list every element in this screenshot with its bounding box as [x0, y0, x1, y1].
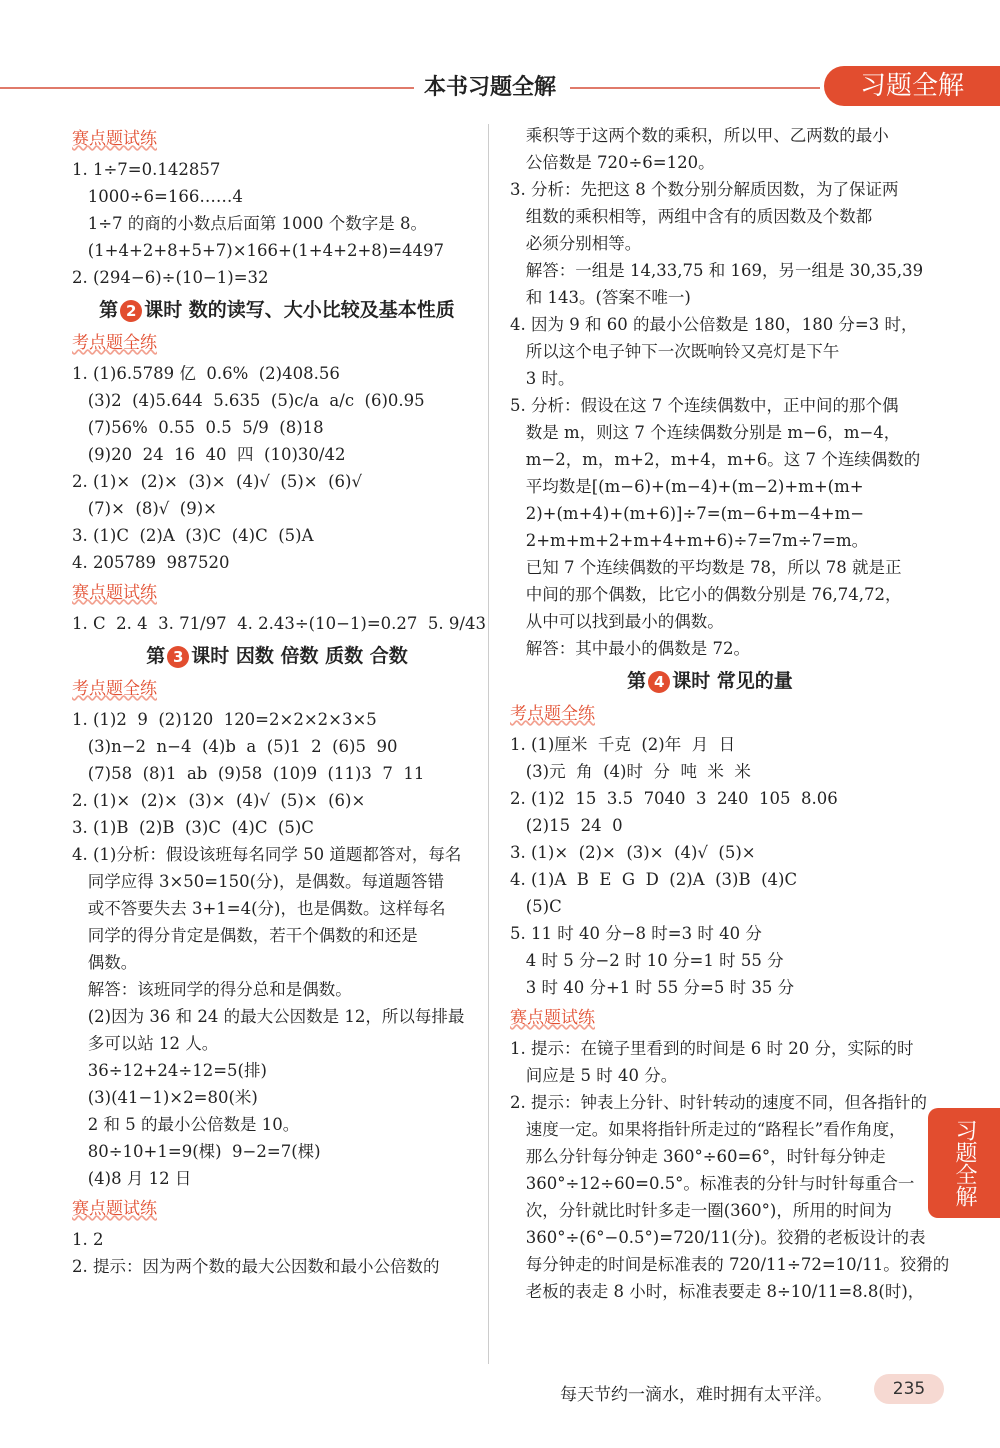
answer-line: 36÷12+24÷12=5(排) [72, 1061, 267, 1080]
lesson-text: 课时 因数 倍数 质数 合数 [191, 645, 408, 667]
answer-line: 1. (1)6.5789 亿 0.6% (2)408.56 [72, 364, 340, 383]
answer-line: 4. 205789 987520 [72, 553, 230, 572]
lesson-title [72, 643, 482, 670]
section-heading: 赛点题试练 [72, 129, 157, 149]
answer-line: 5. 分析：假设在这 7 个连续偶数中，正中间的那个偶 [510, 396, 899, 415]
answer-line: 那么分针每分钟走 360°÷60=6°，时针每分钟走 [510, 1147, 886, 1166]
answer-line: 1. 提示：在镜子里看到的时间是 6 时 20 分，实际的时 [510, 1039, 914, 1058]
answer-line: 4 时 5 分−2 时 10 分=1 时 55 分 [510, 951, 784, 970]
header-rule-right [570, 87, 820, 89]
answer-line: 80÷10+1=9(棵) 9−2=7(棵) [72, 1142, 321, 1161]
answer-line: 2. 提示：因为两个数的最大公因数和最小公倍数的 [72, 1257, 440, 1276]
footer-slogan: 每天节约一滴水，难时拥有太平洋。 [560, 1385, 832, 1405]
answer-line: (2)因为 36 和 24 的最大公因数是 12，所以每排最 [72, 1007, 465, 1026]
answer-line: 次，分针就比时针多走一圈(360°)，所用的时间为 [510, 1201, 892, 1220]
answer-line: 1. (1)2 9 (2)120 120=2×2×2×3×5 [72, 710, 377, 729]
answer-line: 数是 m，则这 7 个连续偶数分别是 m−6，m−4， [510, 423, 901, 442]
answer-line: m−2，m，m+2，m+4，m+6。这 7 个连续偶数的 [510, 450, 921, 469]
answer-line: 同学应得 3×50=150(分)，是偶数。每道题答错 [72, 872, 444, 891]
answer-line: 360°÷(6°−0.5°)=720/11(分)。狡猾的老板设计的表 [510, 1228, 926, 1247]
answer-line: 1. 2 [72, 1230, 104, 1249]
answer-line: 4. (1)A B E G D (2)A (3)B (4)C [510, 870, 798, 889]
answer-line: 解答：该班同学的得分总和是偶数。 [72, 980, 352, 999]
answer-line: 360°÷12÷60=0.5°。标准表的分针与时针每重合一 [510, 1174, 915, 1193]
answer-line: 3. (1)× (2)× (3)× (4)√ (5)× [510, 843, 756, 862]
lesson-number-badge: 2 [120, 300, 142, 322]
answer-line: 1000÷6=166……4 [72, 187, 243, 206]
section-heading: 考点题全练 [72, 333, 157, 353]
lesson-prefix: 第 [146, 645, 166, 667]
answer-line: 多可以站 12 人。 [72, 1034, 219, 1053]
answer-line: 3 时。 [510, 369, 575, 388]
lesson-title [72, 297, 482, 324]
answer-line: 平均数是[(m−6)+(m−4)+(m−2)+m+(m+ [510, 477, 864, 496]
answer-line: (1+4+2+8+5+7)×166+(1+4+2+8)=4497 [72, 241, 445, 260]
right-column [510, 122, 950, 1305]
answer-line: 解答：其中最小的偶数是 72。 [510, 639, 750, 658]
answer-line: 2. (294−6)÷(10−1)=32 [72, 268, 269, 287]
side-tab: 习题全解 [928, 1108, 1000, 1218]
page-header [0, 58, 1000, 118]
answer-line: 2. (1)2 15 3.5 7040 3 240 105 8.06 [510, 789, 838, 808]
answer-line: 乘积等于这两个数的乘积，所以甲、乙两数的最小 [510, 126, 889, 145]
answer-line: 1. (1)厘米 千克 (2)年 月 日 [510, 735, 736, 754]
answer-line: 每分钟走的时间是标准表的 720/11÷72=10/11。狡猾的 [510, 1255, 950, 1274]
answer-line: 3 时 40 分+1 时 55 分=5 时 35 分 [510, 978, 795, 997]
lesson-text: 课时 数的读写、大小比较及基本性质 [144, 299, 455, 321]
answer-line: 1. 1÷7=0.142857 [72, 160, 221, 179]
answer-line: (3)2 (4)5.644 5.635 (5)c/a a/c (6)0.95 [72, 391, 425, 410]
answer-line: 4. 因为 9 和 60 的最小公倍数是 180，180 分=3 时， [510, 315, 918, 334]
answer-line: 2. (1)× (2)× (3)× (4)√ (5)× (6)√ [72, 472, 362, 491]
section-heading: 考点题全练 [72, 679, 157, 699]
lesson-number-badge: 3 [167, 646, 189, 668]
answer-line: 2. (1)× (2)× (3)× (4)√ (5)× (6)× [72, 791, 366, 810]
answer-line: (7)× (8)√ (9)× [72, 499, 217, 518]
answer-line: (3)n−2 n−4 (4)b a (5)1 2 (6)5 90 [72, 737, 398, 756]
answer-line: 间应是 5 时 40 分。 [510, 1066, 678, 1085]
answer-line: 已知 7 个连续偶数的平均数是 78，所以 78 就是正 [510, 558, 902, 577]
left-column [72, 122, 486, 1280]
answer-line: 速度一定。如果将指针所走过的“路程长”看作角度， [510, 1120, 906, 1139]
header-badge: 习题全解 [824, 66, 1000, 106]
answer-line: (4)8 月 12 日 [72, 1169, 192, 1188]
answer-line: 2+m+m+2+m+4+m+6)÷7=7m÷7=m。 [510, 531, 869, 550]
answer-line: 2 和 5 的最小公倍数是 10。 [72, 1115, 300, 1134]
answer-line: 1÷7 的商的小数点后面第 1000 个数字是 8。 [72, 214, 428, 233]
answer-line: 同学的得分肯定是偶数，若干个偶数的和还是 [72, 926, 418, 945]
answer-line: 公倍数是 720÷6=120。 [510, 153, 715, 172]
answer-line: 老板的表走 8 小时，标准表要走 8÷10/11=8.8(时)， [510, 1282, 925, 1301]
answer-line: 从中可以找到最小的偶数。 [510, 612, 724, 631]
section-heading: 赛点题试练 [510, 1008, 595, 1028]
page-number: 235 [874, 1374, 944, 1404]
answer-line: (7)56% 0.55 0.5̇ 5/9 (8)18 [72, 418, 324, 437]
section-heading: 赛点题试练 [72, 1199, 157, 1219]
answer-line: 偶数。 [72, 953, 138, 972]
lesson-prefix: 第 [627, 670, 647, 692]
answer-line: (3)(41−1)×2=80(米) [72, 1088, 258, 1107]
answer-line: 2)+(m+4)+(m+6)]÷7=(m−6+m−4+m− [510, 504, 865, 523]
section-heading: 赛点题试练 [72, 583, 157, 603]
lesson-prefix: 第 [99, 299, 119, 321]
lesson-number-badge: 4 [648, 671, 670, 693]
header-title: 本书习题全解 [424, 75, 557, 100]
header-rule-left [0, 87, 414, 89]
answer-line: 3. (1)C (2)A (3)C (4)C (5)A [72, 526, 314, 545]
lesson-text: 课时 常见的量 [672, 670, 793, 692]
answer-line: 和 143。(答案不唯一) [510, 288, 691, 307]
answer-line: 所以这个电子钟下一次既响铃又亮灯是下午 [510, 342, 840, 361]
lesson-title [510, 668, 910, 695]
answer-line: (3)元 角 (4)时 分 吨 米 米 [510, 762, 751, 781]
answer-line: 或不答要失去 3+1=4(分)，也是偶数。这样每名 [72, 899, 446, 918]
answer-line: 5. 11 时 40 分−8 时=3 时 40 分 [510, 924, 762, 943]
answer-line: 2. 提示：钟表上分针、时针转动的速度不同，但各指针的 [510, 1093, 927, 1112]
answer-line: (5)C [510, 897, 562, 916]
answer-line: 3. 分析：先把这 8 个数分别分解质因数，为了保证两 [510, 180, 899, 199]
answer-line: 3. (1)B (2)B (3)C (4)C (5)C [72, 818, 314, 837]
answer-line: 1. C 2. 4 3. 71/97 4. 2.43÷(10−1)=0.27 5. 9/43 [72, 614, 486, 633]
answer-line: (9)20 24 16 40 四 (10)30/42 [72, 445, 346, 464]
answer-line: 组数的乘积相等，两组中含有的质因数及个数都 [510, 207, 873, 226]
column-divider [488, 124, 489, 1364]
answer-line: 必须分别相等。 [510, 234, 642, 253]
answer-line: (7)58 (8)1 ab (9)58 (10)9 (11)3 7 11 [72, 764, 425, 783]
answer-line: (2)15 24 0 [510, 816, 623, 835]
section-heading: 考点题全练 [510, 704, 595, 724]
answer-line: 4. (1)分析：假设该班每名同学 50 道题都答对，每名 [72, 845, 462, 864]
answer-line: 解答：一组是 14,33,75 和 169，另一组是 30,35,39 [510, 261, 924, 280]
answer-line: 中间的那个偶数，比它小的偶数分别是 76,74,72， [510, 585, 902, 604]
